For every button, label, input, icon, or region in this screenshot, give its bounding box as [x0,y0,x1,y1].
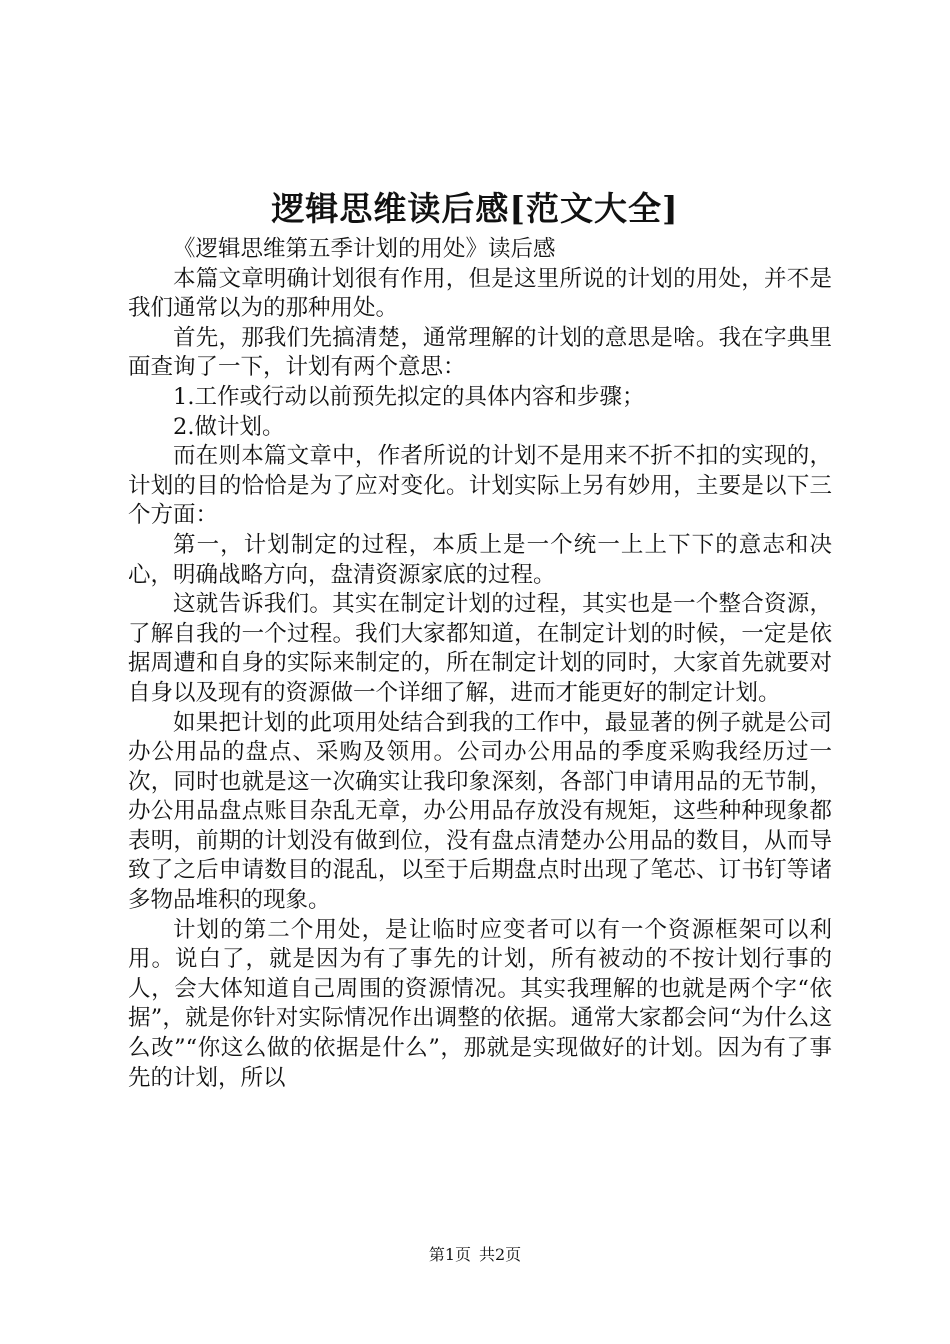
paragraph: 计划的第二个用处，是让临时应变者可以有一个资源框架可以利用。说白了，就是因为有了事先的计划，所有被动的不按计划行事的人，会大体知道自己周围的资源情况。其实我理解的也就是两个字“依据”，就是你针对实际情况作出调整的依据。通常大家都会问“为什么这么改”“你这么做的依据是什么”，那就是实现做好的计划。因为有了事先的计划，所以 [128,916,832,1091]
page-number-total: 共2页 [479,1245,522,1264]
list-item: 1.工作或行动以前预先拟定的具体内容和步骤； [173,383,645,410]
list-item: 2.做计划。 [173,413,285,440]
document-title: 逻辑思维读后感[范文大全] [271,189,679,228]
paragraph: 首先，那我们先搞清楚，通常理解的计划的意思是啥。我在字典里面查询了一下，计划有两个意思： [128,324,832,381]
paragraph: 这就告诉我们。其实在制定计划的过程，其实也是一个整合资源，了解自我的一个过程。我们大家都知道，在制定计划的时候，一定是依据周遭和自身的实际来制定的，所在制定计划的同时，大家首先就要对自身以及现有的资源做一个详细了解，进而才能更好的制定计划。 [128,591,832,706]
paragraph-subtitle: 《逻辑思维第五季计划的用处》读后感 [173,236,556,262]
paragraph: 而在则本篇文章中，作者所说的计划不是用来不折不扣的实现的，计划的目的恰恰是为了应对变化。计划实际上另有妙用，主要是以下三个方面： [128,443,832,529]
paragraph: 如果把计划的此项用处结合到我的工作中，最显著的例子就是公司办公用品的盘点、采购及领用。公司办公用品的季度采购我经历过一次，同时也就是这一次确实让我印象深刻，各部门申请用品的无节制，办公用品盘点账目杂乱无章，办公用品存放没有规矩，这些种种现象都表明，前期的计划没有做到位，没有盘点清楚办公用品的数目，从而导致了之后申请数目的混乱，以至于后期盘点时出现了笔芯、订书钉等诸多物品堆积的现象。 [128,709,832,914]
paragraph: 本篇文章明确计划很有作用，但是这里所说的计划的用处，并不是我们通常以为的那种用处。 [128,265,832,322]
paragraph: 第一，计划制定的过程，本质上是一个统一上上下下的意志和决心，明确战略方向，盘清资源家底的过程。 [128,531,832,588]
page-footer [0,1244,950,1266]
document-body [128,235,832,1093]
page-number-current: 第1页 [428,1245,471,1264]
